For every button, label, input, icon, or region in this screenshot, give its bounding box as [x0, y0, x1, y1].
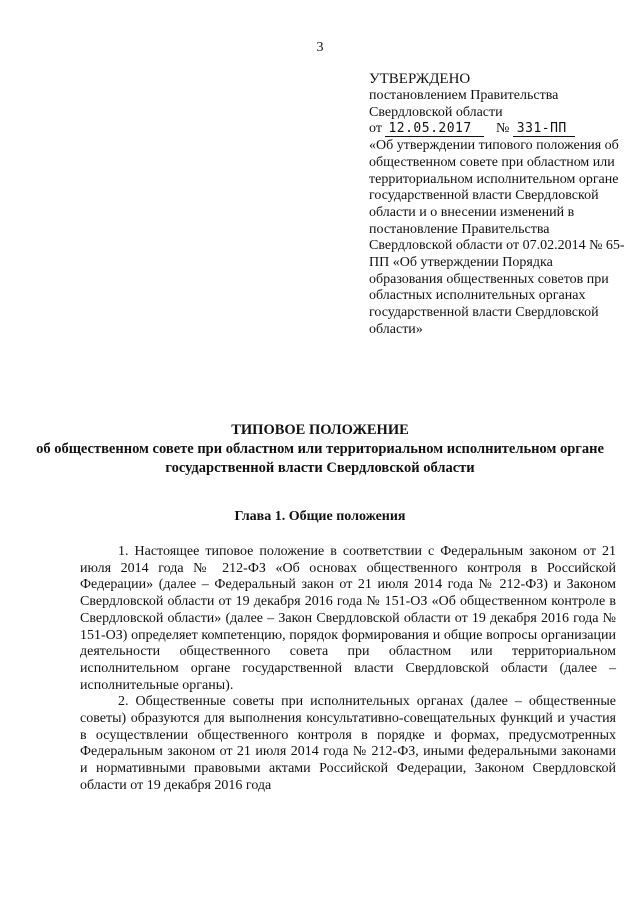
chapter-heading: Глава 1. Общие положения	[234, 509, 406, 524]
document-title-block	[0, 421, 640, 478]
document-body	[80, 544, 616, 795]
number-prefix: №	[495, 121, 510, 137]
document-title: ТИПОВОЕ ПОЛОЖЕНИЕ	[231, 422, 409, 438]
paragraph-1: 1. Настоящее типовое положение в соответствии с Федеральным законом от 21 июля 2014 года № 212-ФЗ «Об основах общественного контроля в Российской Федерации» (далее – Федеральный закон от 21 июля 2014 года № 212-ФЗ) и Законом Свердловской области от 19 декабря 2016 года № 151-ОЗ «Об общественном контроле в Свердловской области» (далее – Закон Свердловской области от 19 декабря 2016 года № 151-ОЗ) определяет компетенцию, порядок формирования и общие вопросы организации деятельности общественного совета при областном или территориальном исполнительном органе государственной власти Свердловской области (далее – исполнительные органы).	[80, 544, 616, 693]
approval-region-line: Свердловской области	[369, 104, 503, 120]
approval-number: 331-ПП	[513, 121, 575, 137]
approval-date: 12.05.2017	[385, 121, 484, 137]
date-prefix: от	[369, 121, 382, 137]
paragraph-2: 2. Общественные советы при исполнительных органах (далее – общественные советы) образуются для выполнения консультативно-совещательных функций и участия в осуществлении общественного контроля в порядке и формах, предусмотренных Федеральным законом от 21 июля 2014 года № 212-ФЗ, иными федеральными законами и нормативными правовыми актами Российской Федерации, Законом Свердловской области от 19 декабря 2016 года	[80, 694, 616, 793]
page-number: 3	[316, 40, 324, 55]
approval-resolution-title: «Об утверждении типового положения об общественном совете при областном или территориальном исполнительном органе государственной власти Свердловской области и о внесении изменений в постановление Правительства Свердловской области от 07.02.2014 № 65-ПП «Об утверждении Порядка образования общественных советов при областных исполнительных органах государственной власти Свердловской области»	[369, 138, 625, 337]
approval-date-number-line	[369, 121, 629, 138]
document-subtitle: об общественном совете при областном или территориальном исполнительном органе государственной власти Свердловской области	[36, 441, 604, 476]
approved-heading: УТВЕРЖДЕНО	[369, 71, 471, 87]
approval-authority-line: постановлением Правительства	[369, 88, 559, 103]
approval-stamp	[369, 70, 629, 339]
